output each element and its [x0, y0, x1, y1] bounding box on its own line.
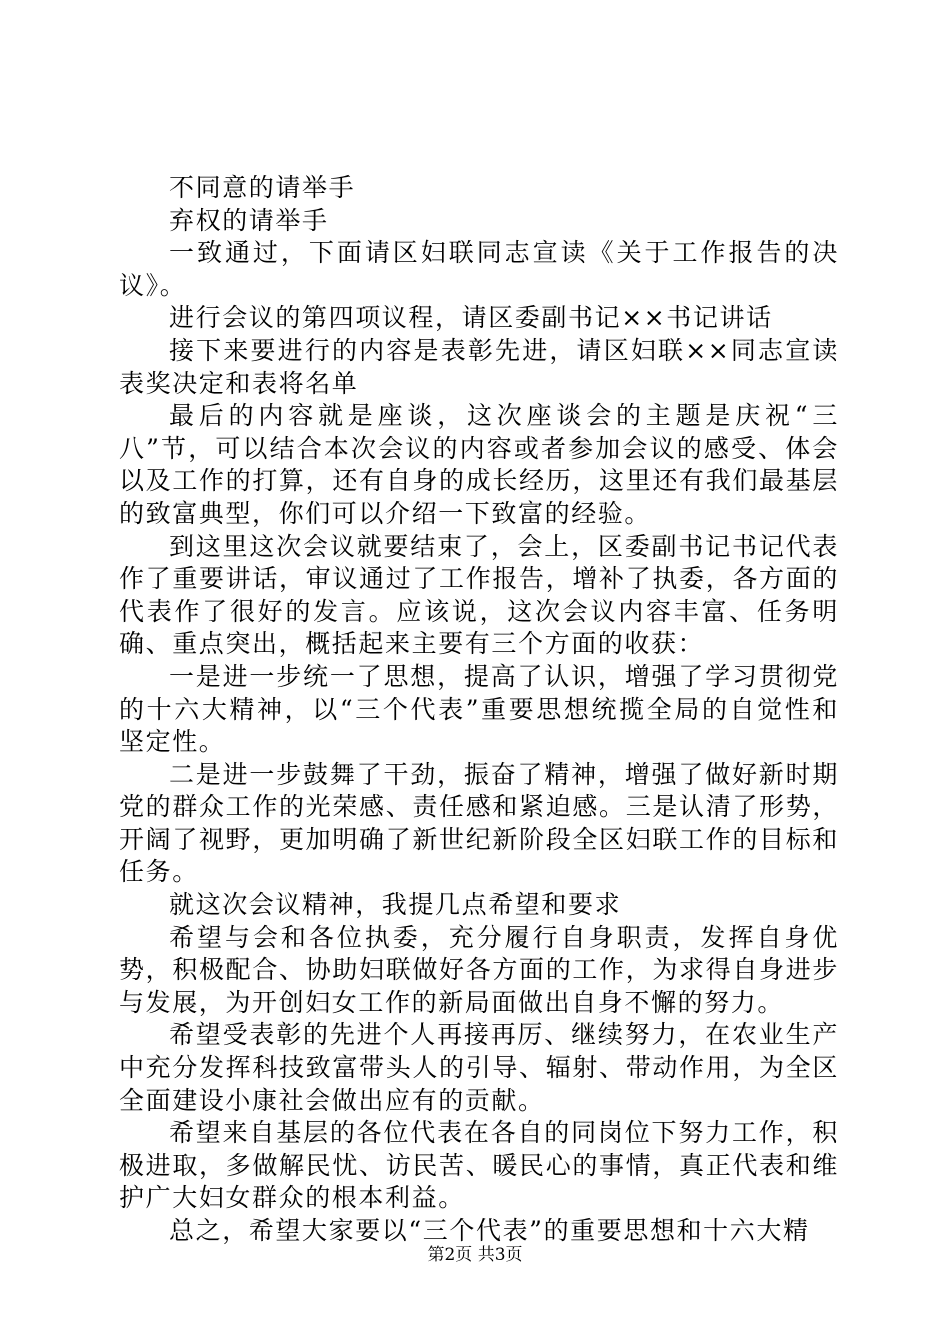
page-footer — [0, 1244, 950, 1266]
paragraph-11: 希望与会和各位执委，充分履行自身职责，发挥自身优势，积极配合、协助妇联做好各方面的工作，为求得自身进步与发展，为开创妇女工作的新局面做出自身不懈的努力。 — [119, 922, 839, 1017]
paragraph-7: 到这里这次会议就要结束了，会上，区委副书记书记代表作了重要讲话，审议通过了工作报告，增补了执委，各方面的代表作了很好的发言。应该说，这次会议内容丰富、任务明确、重点突出，概括起来主要有三个方面的收获： — [119, 531, 839, 659]
paragraph-3: 一致通过，下面请区妇联同志宣读《关于工作报告的决议》。 — [119, 238, 839, 300]
paragraph-12: 希望受表彰的先进个人再接再厉、继续努力，在农业生产中充分发挥科技致富带头人的引导、辐射、带动作用，为全区全面建设小康社会做出应有的贡献。 — [119, 1020, 839, 1115]
paragraph-8: 一是进一步统一了思想，提高了认识，增强了学习贯彻党的十六大精神，以“三个代表”重要思想统揽全局的自觉性和坚定性。 — [119, 661, 839, 757]
paragraph-4: 进行会议的第四项议程，请区委副书记××书记讲话 — [169, 303, 773, 333]
page-number-label: 第2页 共3页 — [427, 1245, 523, 1265]
paragraph-6: 最后的内容就是座谈，这次座谈会的主题是庆祝“三八”节，可以结合本次会议的内容或者参加会议的感受、体会以及工作的打算，还有自身的成长经历，这里还有我们最基层的致富典型，你们可以介绍一下致富的经验。 — [119, 401, 839, 528]
paragraph-5: 接下来要进行的内容是表彰先进，请区妇联××同志宣读表奖决定和表将名单 — [119, 335, 839, 398]
paragraph-9: 二是进一步鼓舞了干劲，振奋了精神，增强了做好新时期党的群众工作的光荣感、责任感和紧迫感。三是认清了形势，开阔了视野，更加明确了新世纪新阶段全区妇联工作的目标和任务。 — [119, 759, 839, 887]
paragraph-14: 总之，希望大家要以“三个代表”的重要思想和十六大精 — [169, 1216, 810, 1245]
paragraph-1: 不同意的请举手 — [169, 173, 356, 202]
document-body — [119, 172, 839, 1248]
paragraph-10: 就这次会议精神，我提几点希望和要求 — [169, 890, 622, 920]
paragraph-2: 弃权的请举手 — [169, 205, 329, 235]
paragraph-13: 希望来自基层的各位代表在各自的同岗位下努力工作，积极进取，多做解民忧、访民苦、暖民心的事情，真正代表和维护广大妇女群众的根本利益。 — [119, 1118, 839, 1213]
